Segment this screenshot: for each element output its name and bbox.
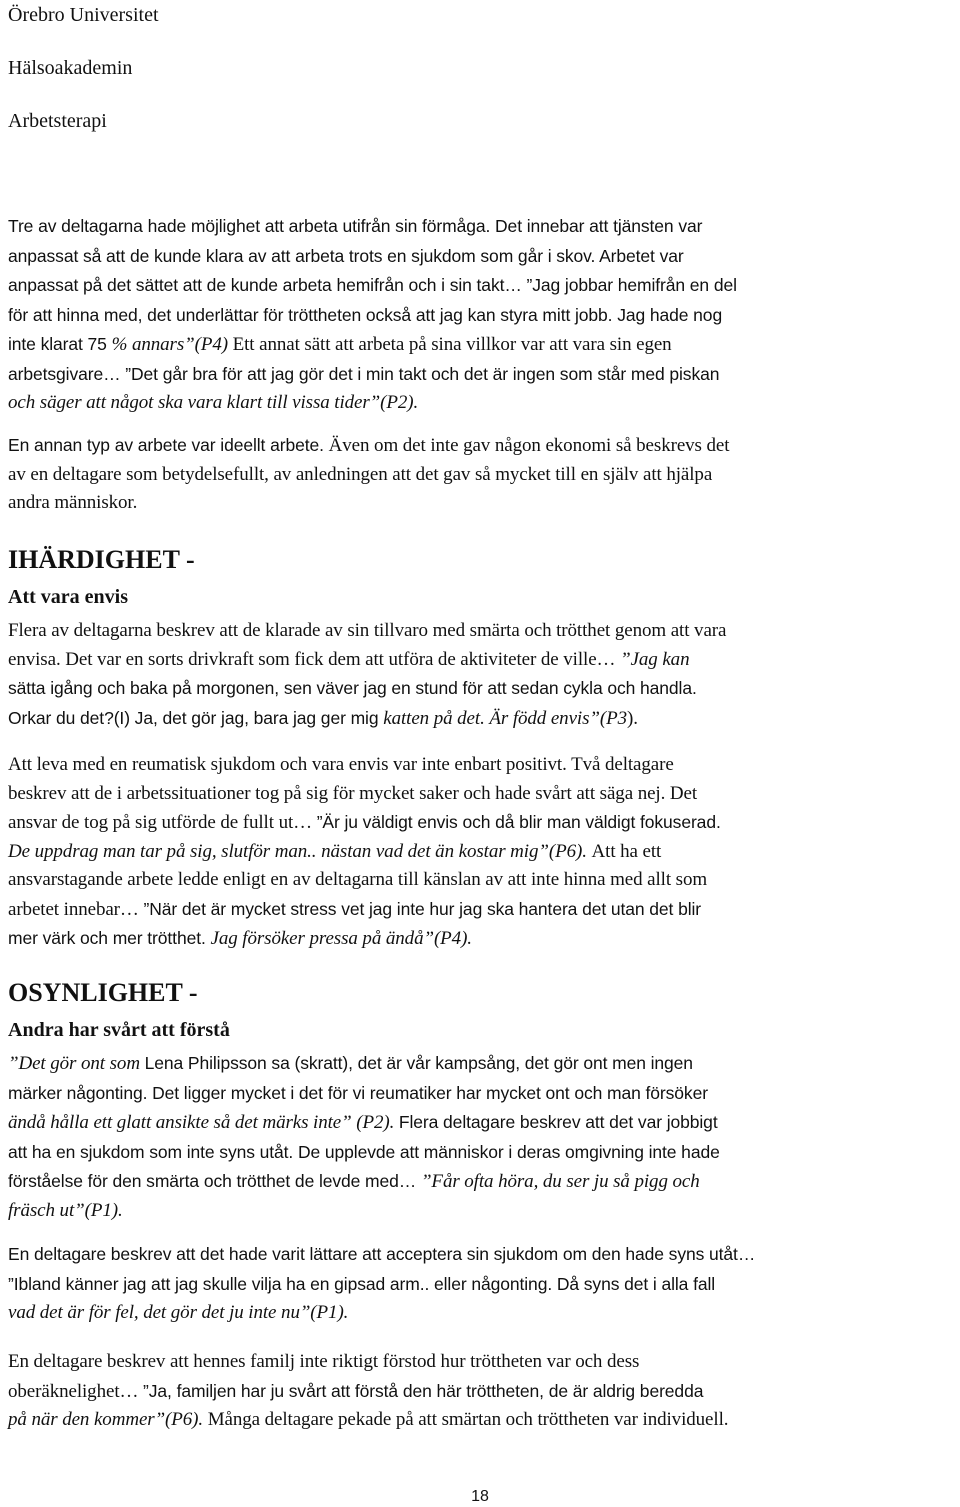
text-line [8,489,958,518]
text-line [8,704,958,734]
header-program: Arbetsterapi [8,110,107,132]
text-line [8,1377,958,1407]
text-line [8,1270,958,1300]
text-run: inte klarat 75 [8,334,112,354]
quote-text: och säger att något ska vara klart till vissa tider”(P2). [8,392,419,413]
text-run: Jag hade nog [617,304,723,325]
text-run: ”Jag jobbar hemifrån en del [526,275,737,295]
text-run: arbetet innebar… [8,898,144,920]
text-run: ). [627,707,638,729]
text-run: ”När det är mycket stress vet jag inte hur jag ska hantera det utan det blir [143,898,702,919]
text-run: arbetsgivare… [8,363,126,384]
text-line [8,212,958,242]
text-run: En annan typ av arbete var ideellt arbete. [8,435,329,455]
text-line [8,780,958,809]
text-line [8,1049,958,1079]
quote-text: ändå hålla ett glatt ansikte så det märks inte” (P2). [8,1112,399,1133]
header-university: Örebro Universitet [8,4,159,26]
text-line [8,924,958,954]
text-line [8,1299,958,1328]
text-line [8,242,958,272]
text-line [8,1079,958,1109]
text-run: Många deltagare pekade på att smärtan och tröttheten var individuell. [207,1409,729,1430]
text-line [8,271,958,301]
text-run: anpassat på det sättet att de kunde arbeta hemifrån och i sin takt… [8,275,527,295]
text-line [8,895,958,925]
text-line [8,389,958,418]
text-run: andra människor. [8,492,138,513]
text-line [8,1108,958,1138]
text-line [8,360,958,390]
text-run: av en deltagare som betydelsefullt, av anledningen att det gav så mycket till en själv att hjälpa [8,463,713,485]
header-academy: Hälsoakademin [8,57,133,79]
text-run: En deltagare beskrev att det hade varit lättare att acceptera sin sjukdom om den hade syns utåt… [8,1244,756,1264]
text-run: märker någonting. Det ligger mycket i det för vi reumatiker har mycket ont och man försöker [8,1082,708,1103]
text-line [8,751,958,780]
quote-text: ”Jag kan [620,648,690,670]
paragraph-invisible-illness [8,1049,958,1225]
paragraph-voluntary-work [8,431,958,518]
text-line [8,674,958,704]
quote-text: % annars”(P4) [111,334,233,355]
quote-text: Jag försöker pressa på ändå”(P4). [210,928,472,949]
text-run: Ett annat sätt att arbeta på sina villkor var att vara sin egen [232,334,672,355]
text-line [8,1197,958,1226]
text-run: Lena Philipsson sa (skratt), det är vår kampsång, det gör ont men ingen [144,1053,693,1073]
text-run: Två deltagare [571,754,674,775]
text-line [8,866,958,895]
paragraph-family-understanding [8,1348,958,1435]
text-run: Flera av deltagarna beskrev att de klarade av sin tillvaro med smärta och trötthet genom att vara [8,620,727,641]
text-run: ”Är ju väldigt envis och då blir man väldigt fokuserad. [316,812,721,832]
text-line [8,838,958,867]
text-line [8,1406,958,1435]
text-run: Att ha ett [591,840,662,862]
text-run: ”Det går bra för att jag gör det i min takt och det är ingen som står med piskan [125,363,720,384]
text-run: Det var en sorts drivkraft som fick dem att utföra de aktiviteter de ville… [65,648,621,670]
section-heading-invisibility: OSYNLIGHET - [8,978,198,1007]
paragraph-visible-wish [8,1240,958,1328]
text-run: ansvar de tog på sig utförde de fullt ut… [8,812,317,833]
quote-text: fräsch ut”(P1). [8,1199,123,1221]
text-run: Även om det inte gav någon ekonomi så beskrevs det [328,435,730,456]
page-number: 18 [471,1488,489,1505]
text-run: beskrev att de i arbetssituationer tog på sig för mycket saker och hade svårt att säga nej. Det [8,782,698,804]
text-run: ansvarstagande arbete ledde enligt en av deltagarna till känslan av att inte hinna med allt som [8,869,708,890]
paragraph-work-adaptation [8,212,958,418]
text-line [8,646,958,675]
text-run: förståelse för den smärta och trötthet de levde med… [8,1171,421,1191]
text-line [8,301,958,331]
text-run: En deltagare beskrev att hennes familj inte riktigt förstod hur tröttheten var och dess [8,1351,640,1372]
text-line [8,808,958,838]
quote-text: ”Det gör ont som [8,1053,145,1074]
text-run: anpassat så att de kunde klara av att arbeta trots en sjukdom som går i skov. Arbetet var [8,245,684,266]
paragraph-responsibility [8,751,958,954]
text-run: Tre av deltagarna hade möjlighet att arbeta utifrån sin förmåga. Det innebar att tjänsten var [8,216,703,236]
text-run: för att hinna med, det underlättar för tröttheten också att jag kan styra mitt jobb. [8,304,618,325]
quote-text: katten på det. Är född envis”(P3 [383,707,627,729]
section-subheading-hard-to-understand: Andra har svårt att förstå [8,1019,230,1041]
quote-text: vad det är för fel, det gör det ju inte nu”(P1). [8,1302,349,1323]
text-line [8,461,958,490]
section-heading-perseverance: IHÄRDIGHET - [8,545,195,574]
quote-text: ”Får ofta höra, du ser ju så pigg och [420,1171,700,1192]
text-line [8,1348,958,1377]
section-subheading-stubborn: Att vara envis [8,586,128,608]
text-run: ”Ja, familjen har ju svårt att förstå den här tröttheten, de är aldrig beredda [143,1380,704,1401]
text-run: att ha en sjukdom som inte syns utåt. De upplevde att människor i deras omgivning inte hade [8,1141,720,1162]
text-run: Flera deltagare beskrev att det var jobbigt [398,1112,718,1132]
text-run: sätta igång och baka på morgonen, sen väver jag en stund för att sedan cykla och handla. [8,678,697,698]
text-line [8,1240,958,1270]
text-line [8,1167,958,1197]
text-run: Att leva med en reumatisk sjukdom och vara envis var inte enbart positivt. [8,754,572,775]
quote-text: på när den kommer”(P6). [8,1409,208,1430]
text-line [8,617,958,646]
quote-text: De uppdrag man tar på sig, slutför man.. nästan vad det än kostar mig”(P6). [8,840,592,862]
text-line [8,330,958,360]
text-line [8,1138,958,1168]
text-run: ”Ibland känner jag att jag skulle vilja ha en gipsad arm.. eller någonting. Då syns det i alla fall [8,1273,716,1294]
text-run: Orkar du det?(I) Ja, det gör jag, bara jag ger mig [8,707,384,728]
text-line [8,431,958,461]
text-run: oberäknelighet… [8,1380,144,1402]
text-run: envisa. [8,648,66,670]
text-run: mer värk och mer trötthet. [8,928,211,948]
paragraph-stubbornness [8,617,958,733]
